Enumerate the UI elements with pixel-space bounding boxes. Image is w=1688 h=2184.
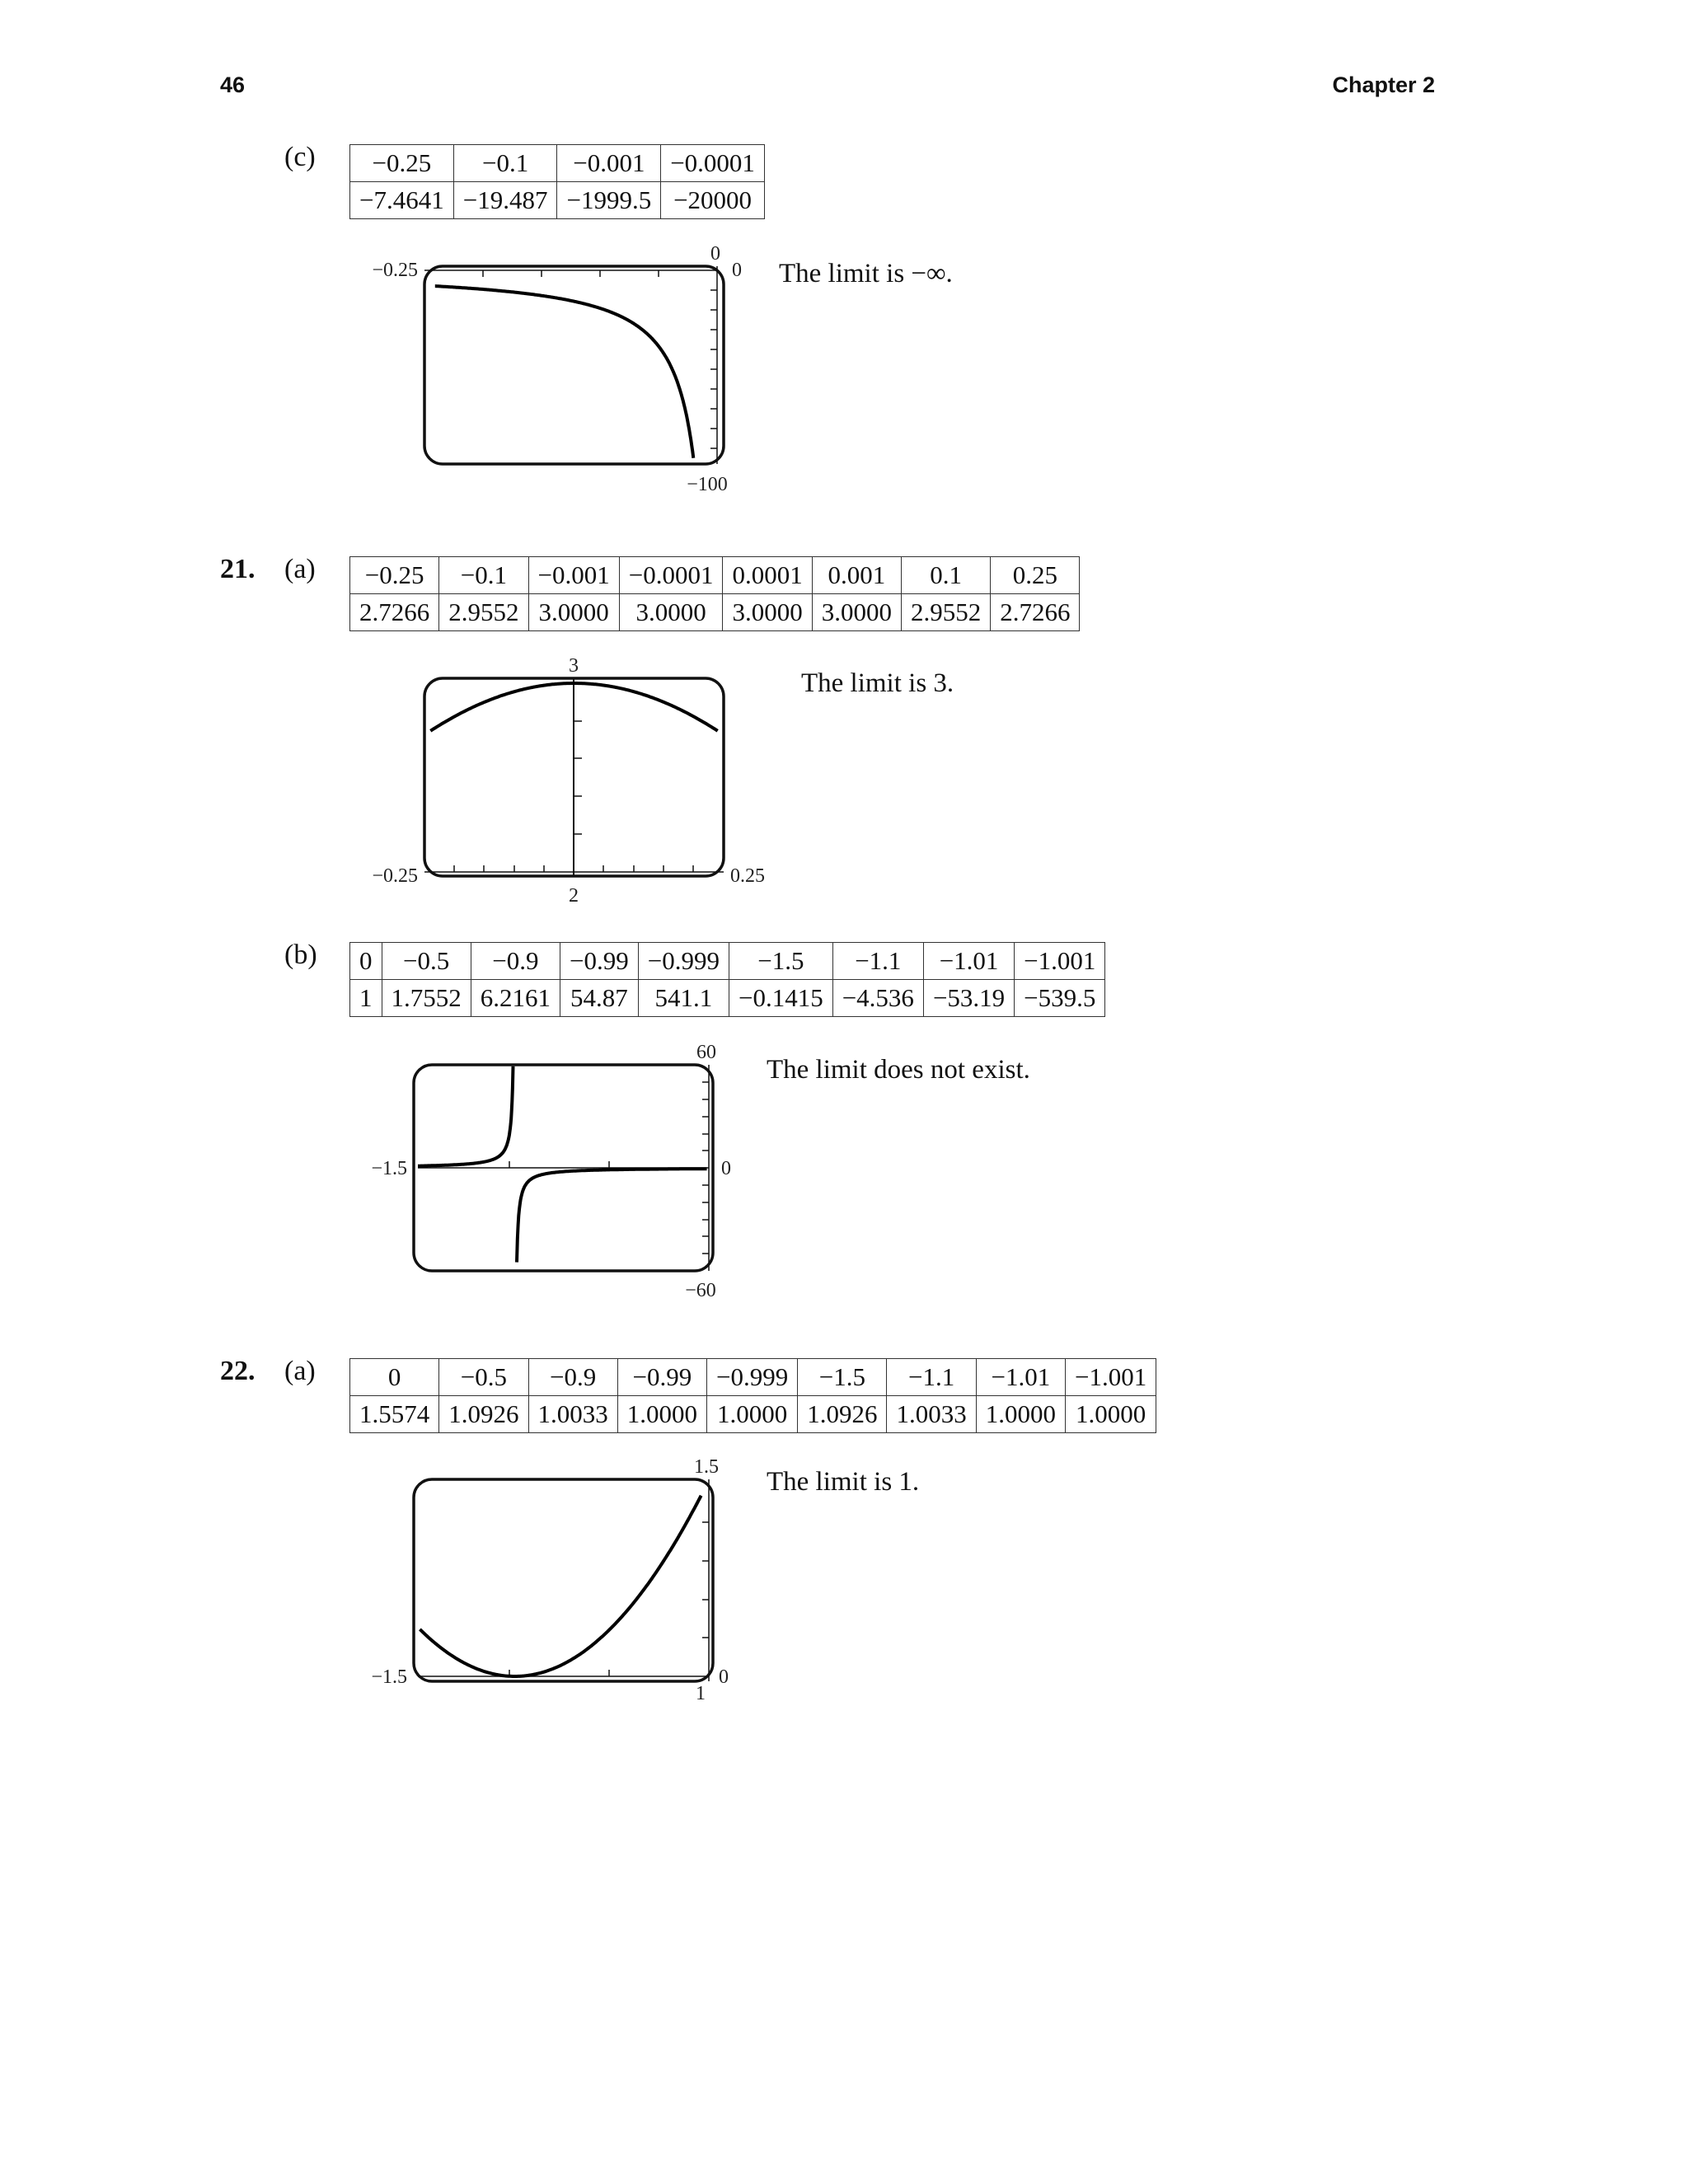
y-ticks	[710, 290, 717, 448]
function-curve-left	[418, 1066, 513, 1166]
y-min-label: −100	[687, 474, 728, 495]
table-row	[350, 980, 1105, 1017]
table-cell: −20000	[661, 182, 765, 219]
conclusion-text: The limit is 3.	[801, 668, 954, 698]
x-min-label: −1.5	[371, 1158, 407, 1179]
y-ticks	[702, 1522, 709, 1638]
problem-number-text: 21.	[220, 554, 256, 584]
part-label: (b)	[284, 940, 317, 970]
table-cell: 541.1	[638, 980, 729, 1017]
y-max-label: 60	[696, 1042, 716, 1063]
table-cell: −0.25	[350, 557, 439, 594]
table-cell: −539.5	[1015, 980, 1105, 1017]
function-curve-right	[517, 1169, 707, 1262]
graph-c	[354, 239, 750, 503]
table-cell: 1.0000	[617, 1396, 706, 1433]
value-table	[349, 1358, 1156, 1433]
table-cell: −0.001	[528, 557, 619, 594]
table-cell: −1.5	[729, 943, 832, 980]
conclusion-text: The limit is 1.	[767, 1467, 920, 1497]
table-cell: 2.7266	[991, 594, 1080, 631]
value-table	[349, 144, 765, 219]
table-cell: 3.0000	[723, 594, 812, 631]
x-ticks	[509, 1161, 609, 1168]
graph-22a	[354, 1453, 750, 1717]
table-cell: 1.0033	[528, 1396, 617, 1433]
table-cell: −0.25	[350, 145, 454, 182]
table-row	[350, 594, 1080, 631]
table-cell: 3.0000	[619, 594, 723, 631]
x-min-label: −0.25	[372, 260, 418, 281]
graph-21a	[354, 651, 767, 915]
problem-number-text: 22.	[220, 1356, 256, 1386]
y-min-label: 1	[696, 1683, 706, 1704]
table-cell: 54.87	[560, 980, 639, 1017]
table-cell: −1.001	[1015, 943, 1105, 980]
value-table	[349, 556, 1080, 631]
table-cell: 0.25	[991, 557, 1080, 594]
function-curve	[420, 1496, 701, 1676]
table-cell: 1.0000	[976, 1396, 1065, 1433]
table-cell: −0.0001	[619, 557, 723, 594]
y-max-label: 3	[569, 655, 579, 677]
table-cell: −0.9	[528, 1359, 617, 1396]
table-cell: −4.536	[832, 980, 923, 1017]
table-cell: 2.7266	[350, 594, 439, 631]
table-cell: 1.0000	[1065, 1396, 1156, 1433]
table-row	[350, 1359, 1156, 1396]
table-cell: 1.0926	[798, 1396, 887, 1433]
x-min-label: −1.5	[371, 1666, 407, 1688]
table-cell: −0.1	[439, 557, 528, 594]
x-ticks	[483, 270, 659, 277]
x-max-label: 0	[719, 1666, 729, 1688]
chapter-title: Chapter 2	[1332, 73, 1435, 97]
table-cell: 0.001	[812, 557, 901, 594]
table-cell: 0.1	[901, 557, 990, 594]
table-cell: −1.01	[976, 1359, 1065, 1396]
graph-frame	[424, 266, 724, 464]
y-max-label: 0	[710, 243, 720, 265]
table-cell: 2.9552	[439, 594, 528, 631]
table-row	[350, 557, 1080, 594]
table-cell: 1	[350, 980, 382, 1017]
table-cell: 1.0000	[707, 1396, 798, 1433]
table-cell: 0.0001	[723, 557, 812, 594]
table-cell: 1.0926	[439, 1396, 528, 1433]
table-cell: 0	[350, 1359, 439, 1396]
y-min-label: −60	[685, 1280, 716, 1301]
table-cell: −53.19	[923, 980, 1014, 1017]
x-max-label: 0	[732, 260, 742, 281]
table-cell: −0.99	[617, 1359, 706, 1396]
function-curve	[435, 286, 694, 458]
x-min-label: −0.25	[372, 865, 418, 887]
table-cell: 3.0000	[528, 594, 619, 631]
table-cell: 6.2161	[471, 980, 560, 1017]
table-cell: −0.001	[557, 145, 661, 182]
table-cell: −0.9	[471, 943, 560, 980]
y-max-label: 1.5	[694, 1456, 719, 1478]
table-row	[350, 943, 1105, 980]
value-table	[349, 942, 1105, 1017]
table-cell: −1.1	[832, 943, 923, 980]
table-cell: 0	[350, 943, 382, 980]
part-label: (a)	[284, 554, 316, 584]
x-max-label: 0	[721, 1158, 731, 1179]
part-label: (c)	[284, 142, 316, 172]
page-number: 46	[220, 73, 246, 97]
table-cell: 1.7552	[382, 980, 471, 1017]
y-min-label: 2	[569, 885, 579, 907]
conclusion-text: The limit is −∞.	[779, 259, 953, 288]
table-cell: 3.0000	[812, 594, 901, 631]
table-cell: −1.5	[798, 1359, 887, 1396]
graph-frame	[414, 1479, 713, 1681]
problem-number	[220, 554, 256, 585]
table-cell: −0.1415	[729, 980, 832, 1017]
part-label: (a)	[284, 1356, 316, 1386]
table-cell: −0.99	[560, 943, 639, 980]
table-cell: −0.5	[382, 943, 471, 980]
table-cell: −1.01	[923, 943, 1014, 980]
table-cell: −7.4641	[350, 182, 454, 219]
table-cell: −0.999	[707, 1359, 798, 1396]
table-cell: −0.999	[638, 943, 729, 980]
table-row	[350, 182, 765, 219]
graph-b	[354, 1038, 750, 1310]
table-cell: 1.0033	[887, 1396, 976, 1433]
conclusion-text: The limit does not exist.	[767, 1055, 1030, 1085]
table-cell: −1999.5	[557, 182, 661, 219]
table-cell: 1.5574	[350, 1396, 439, 1433]
table-cell: −0.5	[439, 1359, 528, 1396]
y-ticks	[574, 721, 582, 834]
x-max-label: 0.25	[730, 865, 765, 887]
table-row	[350, 145, 765, 182]
table-cell: −1.001	[1065, 1359, 1156, 1396]
table-cell: −1.1	[887, 1359, 976, 1396]
table-row	[350, 1396, 1156, 1433]
table-cell: 2.9552	[901, 594, 990, 631]
table-cell: −0.0001	[661, 145, 765, 182]
table-cell: −0.1	[453, 145, 557, 182]
problem-number	[220, 1356, 256, 1387]
table-cell: −19.487	[453, 182, 557, 219]
